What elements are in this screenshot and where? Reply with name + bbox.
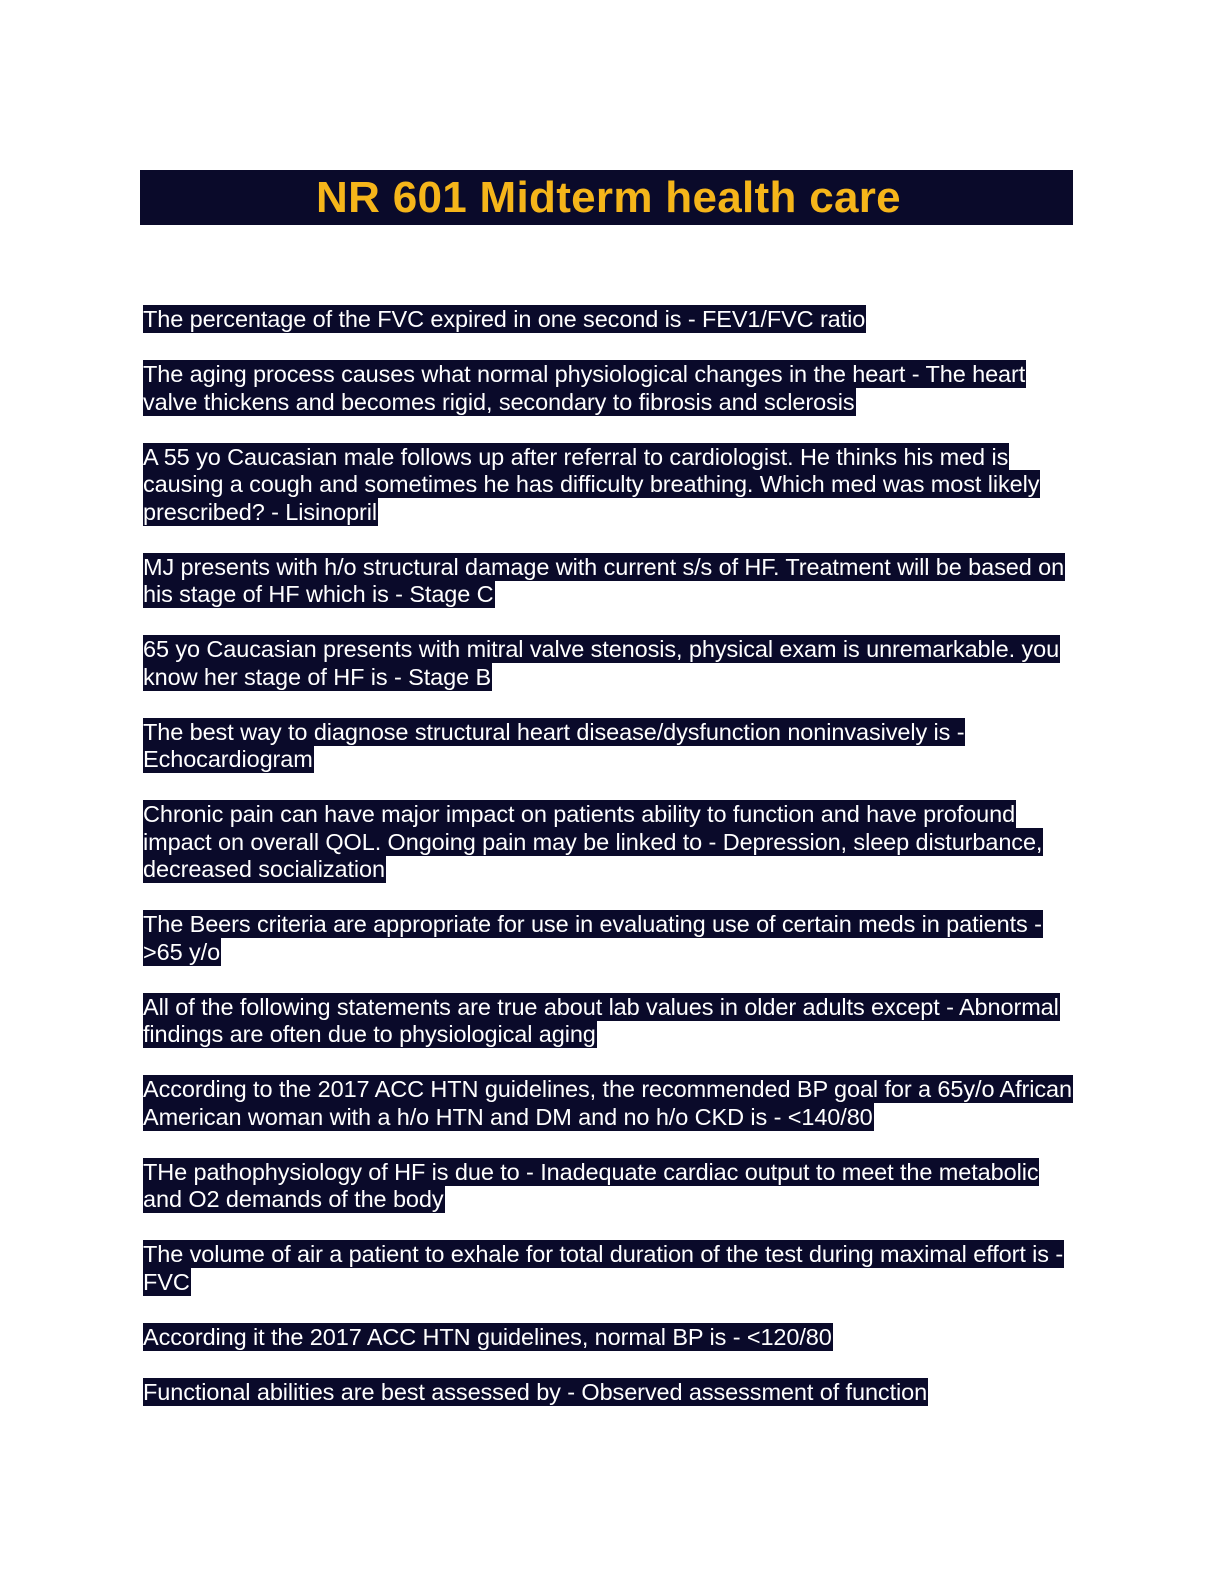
qa-text: All of the following statements are true about lab values in older adults except - Abnormal findings are often due to physiological aging bbox=[143, 993, 1059, 1047]
title-banner bbox=[140, 170, 1073, 225]
qa-item-6 bbox=[143, 719, 1073, 774]
qa-text: A 55 yo Caucasian male follows up after referral to cardiologist. He thinks his med is causing a cough and sometimes he has difficulty breathing. Which med was most likely prescribed? - Lisinopril bbox=[143, 443, 1040, 525]
page-title: NR 601 Midterm health care bbox=[316, 172, 901, 222]
qa-item-10 bbox=[143, 1076, 1073, 1131]
qa-text: Chronic pain can have major impact on patients ability to function and have profound impact on overall QOL. Ongoing pain may be linked to - Depression, sleep disturbance, decreased socialization bbox=[143, 801, 1043, 882]
qa-item-1 bbox=[143, 306, 1073, 334]
qa-text: The Beers criteria are appropriate for use in evaluating use of certain meds in patients - >65 y/o bbox=[143, 911, 1042, 965]
qa-text: The volume of air a patient to exhale for total duration of the test during maximal effort is - FVC bbox=[143, 1241, 1064, 1295]
qa-item-14 bbox=[143, 1379, 1073, 1407]
qa-item-13 bbox=[143, 1324, 1073, 1352]
qa-text: Functional abilities are best assessed by - Observed assessment of function bbox=[143, 1378, 928, 1405]
qa-text: THe pathophysiology of HF is due to - Inadequate cardiac output to meet the metabolic and O2 demands of the body bbox=[143, 1158, 1039, 1212]
qa-text: 65 yo Caucasian presents with mitral valve stenosis, physical exam is unremarkable. you know her stage of HF is - Stage B bbox=[143, 636, 1060, 690]
qa-item-4 bbox=[143, 554, 1073, 609]
qa-item-5 bbox=[143, 636, 1073, 691]
qa-item-11 bbox=[143, 1159, 1073, 1214]
qa-text: The aging process causes what normal physiological changes in the heart - The heart valve thickens and becomes rigid, secondary to fibrosis and sclerosis bbox=[143, 361, 1026, 415]
qa-item-3 bbox=[143, 444, 1073, 527]
qa-text: According to the 2017 ACC HTN guidelines, the recommended BP goal for a 65y/o African American woman with a h/o HTN and DM and no h/o CKD is - <140/80 bbox=[143, 1076, 1072, 1130]
qa-item-8 bbox=[143, 911, 1073, 966]
qa-text: MJ presents with h/o structural damage with current s/s of HF. Treatment will be based on his stage of HF which is - Stage C bbox=[143, 553, 1065, 607]
qa-item-7 bbox=[143, 801, 1073, 884]
qa-text: According it the 2017 ACC HTN guidelines, normal BP is - <120/80 bbox=[143, 1323, 832, 1350]
qa-item-9 bbox=[143, 994, 1073, 1049]
qa-item-12 bbox=[143, 1241, 1073, 1296]
qa-item-2 bbox=[143, 361, 1073, 416]
qa-list bbox=[143, 306, 1073, 1406]
qa-text: The best way to diagnose structural heart disease/dysfunction noninvasively is - Echocardiogram bbox=[143, 718, 965, 772]
qa-text: The percentage of the FVC expired in one second is - FEV1/FVC ratio bbox=[143, 306, 866, 332]
